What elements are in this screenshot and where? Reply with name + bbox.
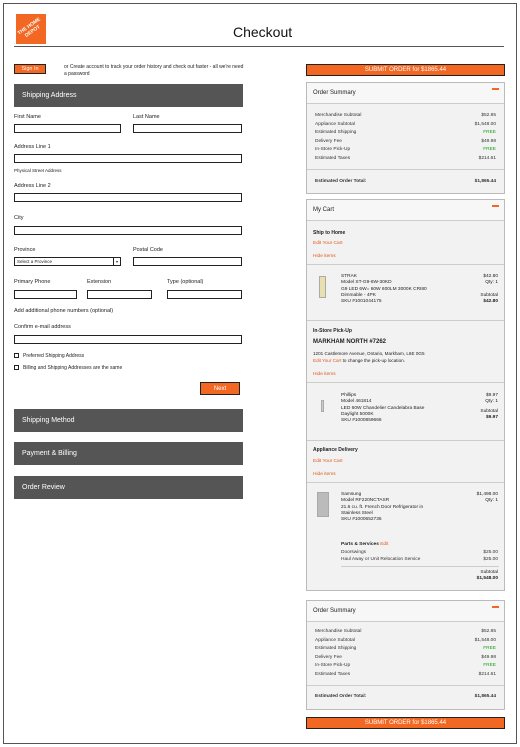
order-total-row: Estimated Order Total: $1,865.44 <box>315 694 496 699</box>
province-select[interactable] <box>14 257 121 266</box>
address1-label: Address Line 1 <box>14 144 51 150</box>
hide-items-link[interactable]: Hide items <box>313 372 336 377</box>
postal-label: Postal Code <box>133 247 163 253</box>
order-total-row: Estimated Order Total: $1,865.44 <box>315 179 496 184</box>
divider <box>307 169 504 170</box>
first-name-label: First Name <box>14 114 41 120</box>
service-row: Doorswings $25.00 <box>341 550 498 555</box>
primary-phone-label: Primary Phone <box>14 279 51 285</box>
summary-row: Delivery Fee $49.98 <box>315 138 496 144</box>
product-image <box>321 400 324 412</box>
preferred-shipping-checkbox[interactable] <box>14 353 19 358</box>
address1-input[interactable] <box>14 154 242 163</box>
confirm-email-label: Confirm e-mail address <box>14 324 71 330</box>
summary-row: Merchandise Subtotal $52.85 <box>315 113 496 118</box>
my-cart-title: My Cart <box>307 200 504 221</box>
appliance-heading: Appliance Delivery <box>313 447 358 453</box>
summary-row: Estimated Shipping FREE <box>315 646 496 652</box>
ship-home-heading: Ship to Home <box>313 230 346 236</box>
change-location-text: Edit Your Cart to change the pick-up location. <box>313 358 405 363</box>
address1-hint: Physical Street Address <box>14 168 62 173</box>
cart-item-2-price: $9.97 Qty: 1 Subtotal $9.97 <box>480 393 498 420</box>
header-divider <box>14 46 504 47</box>
product-image <box>319 276 326 298</box>
section-shipping-method[interactable]: Shipping Method <box>14 409 243 432</box>
cart-item-1: STRAK Model ST-G9-6W-30KD G9 LED 6W= 60W 600LM 3000K CRI80 Dimmable - 4PK SKU #1001044175 <box>341 274 427 305</box>
parts-edit-link[interactable]: Edit <box>380 542 389 547</box>
billing-same-label: Billing and Shipping Addresses are the same <box>23 365 123 371</box>
cart-item-3-price: $1,498.00 Qty: 1 <box>476 492 498 504</box>
chevron-down-icon: ▾ <box>113 258 120 265</box>
my-cart-panel <box>306 199 505 591</box>
edit-cart-link[interactable]: Edit Your Cart <box>313 459 343 464</box>
next-button[interactable]: Next <box>200 382 240 395</box>
order-summary-title: Order Summary <box>307 83 504 104</box>
city-label: City <box>14 215 24 221</box>
summary-row: Estimated Taxes $214.61 <box>315 672 496 677</box>
store-address: 1201 Castlemore Avenue, Ontario, Markham, L6E 0G5 <box>313 351 425 356</box>
collapse-icon[interactable] <box>492 88 499 90</box>
summary-row: Appliance Subtotal $1,548.00 <box>315 637 496 643</box>
summary-row: Merchandise Subtotal $52.85 <box>315 629 496 634</box>
summary-row: In-Store Pick-Up FREE <box>315 663 496 669</box>
postal-input[interactable] <box>133 257 242 266</box>
hide-items-link[interactable]: Hide items <box>313 472 336 477</box>
city-input[interactable] <box>14 226 242 235</box>
pickup-heading: In-Store Pick-Up <box>313 328 352 334</box>
cart-item-1-price: $42.80 Qty: 1 Subtotal $42.80 <box>480 274 498 304</box>
store-name: MARKHAM NORTH #7262 <box>313 339 387 345</box>
collapse-icon[interactable] <box>492 205 499 207</box>
order-summary-title: Order Summary <box>307 601 504 622</box>
home-depot-logo[interactable]: THE HOME DEPOT <box>16 14 46 44</box>
edit-cart-link[interactable]: Edit Your Cart <box>313 241 343 246</box>
summary-row: Appliance Subtotal $1,548.00 <box>315 121 496 127</box>
extension-input[interactable] <box>87 290 152 299</box>
cart-item-3: Samsung Model RF220NCTASR 21.6 cu. ft. French Door Refrigerator in Stainless Steel SKU #1000652736 <box>341 492 424 523</box>
order-summary-panel-bottom <box>306 600 505 710</box>
province-select-value: Select a Province <box>17 259 53 264</box>
section-payment-billing[interactable]: Payment & Billing <box>14 442 243 465</box>
last-name-label: Last Name <box>133 114 160 120</box>
edit-cart-link[interactable]: Edit Your Cart <box>313 358 342 363</box>
summary-row: Estimated Shipping FREE <box>315 130 496 136</box>
hide-items-link[interactable]: Hide items <box>313 254 336 259</box>
section-order-review[interactable]: Order Review <box>14 476 243 499</box>
service-row: Haul Away or Unit Relocation Service $25.00 <box>341 557 498 562</box>
cart-item-3-subtotal: Subtotal $1,548.00 <box>476 570 498 582</box>
preferred-shipping-label: Preferred Shipping Address <box>23 353 85 359</box>
collapse-icon[interactable] <box>492 606 499 608</box>
order-summary-panel <box>306 82 505 194</box>
signin-text: or Create account to track your order history and check out faster - all we're need a password <box>64 64 244 77</box>
address2-input[interactable] <box>14 193 242 202</box>
summary-row: In-Store Pick-Up FREE <box>315 147 496 153</box>
divider <box>307 685 504 686</box>
summary-row: Estimated Taxes $214.61 <box>315 156 496 161</box>
sign-in-button[interactable]: Sign In <box>14 64 46 74</box>
cart-item-2: Phillips Model 461814 LED 60W Chandelier Candelabra Base Daylight 5000K SKU #1000859666 <box>341 393 425 424</box>
submit-order-button-bottom[interactable]: SUBMIT ORDER for $1865.44 <box>306 717 505 729</box>
divider <box>341 566 499 567</box>
add-phone-link[interactable]: Add additional phone numbers (optional) <box>14 308 114 314</box>
divider <box>307 320 504 321</box>
type-label: Type (optional) <box>167 279 204 285</box>
type-input[interactable] <box>167 290 242 299</box>
product-image <box>317 492 329 517</box>
divider <box>307 440 504 441</box>
submit-order-button-top[interactable]: SUBMIT ORDER for $1865.44 <box>306 64 505 76</box>
summary-row: Delivery Fee $49.98 <box>315 654 496 660</box>
address2-label: Address Line 2 <box>14 183 51 189</box>
billing-same-checkbox[interactable] <box>14 365 19 370</box>
divider <box>307 264 504 265</box>
confirm-email-input[interactable] <box>14 335 242 344</box>
province-label: Province <box>14 247 36 253</box>
extension-label: Extension <box>87 279 112 285</box>
divider <box>307 382 504 383</box>
parts-services-label: Parts & Services Edit <box>341 542 389 547</box>
first-name-input[interactable] <box>14 124 121 133</box>
page-title: Checkout <box>233 24 293 40</box>
primary-phone-input[interactable] <box>14 290 77 299</box>
last-name-input[interactable] <box>133 124 242 133</box>
section-shipping-address[interactable]: Shipping Address <box>14 84 243 107</box>
divider <box>307 482 504 483</box>
